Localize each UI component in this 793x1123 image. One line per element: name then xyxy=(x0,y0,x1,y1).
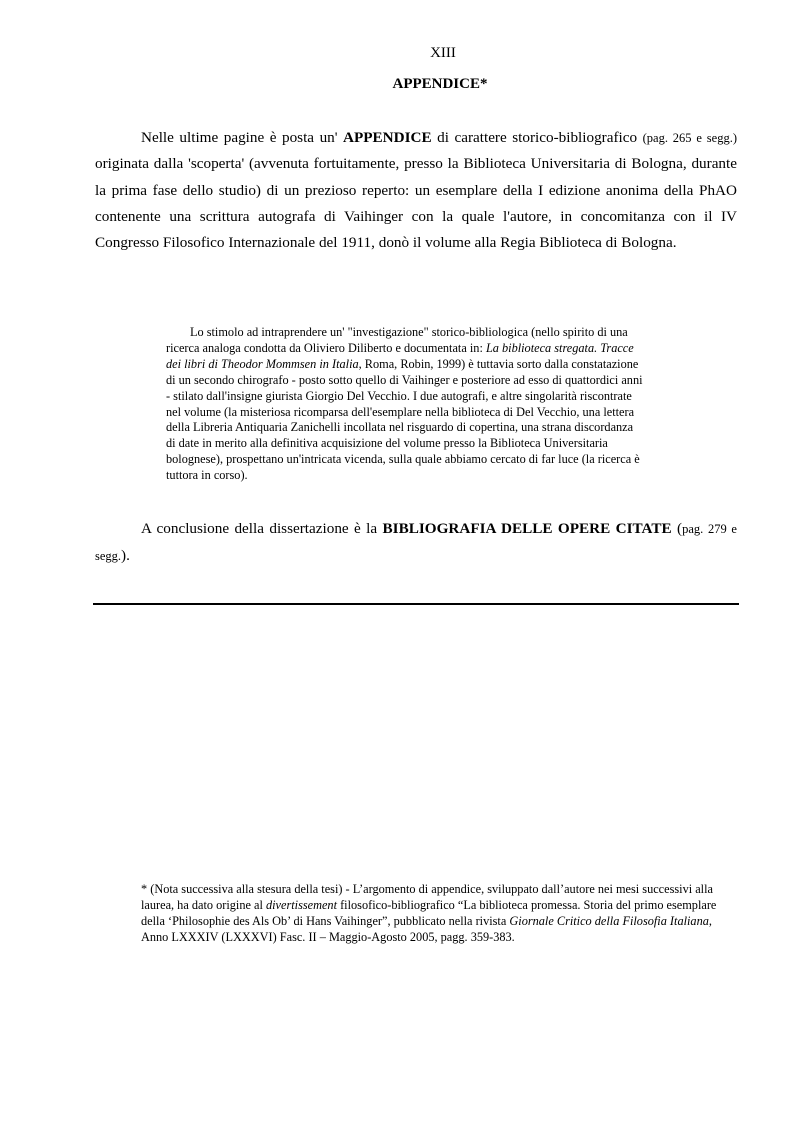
conclusion-text-2: ( xyxy=(671,520,683,537)
quote-text-1: Lo stimolo ad intraprendere un' "investigazione" storico-bibliologica (nello spirito di una ricerca analoga condotta da Oliviero Diliberto e documentata in: xyxy=(166,325,628,355)
intro-text-1: Nelle ultime pagine è posta un' xyxy=(141,129,344,146)
quote-book-title: La biblioteca stregata. Tracce dei libri di Theodor Mommsen in Italia xyxy=(166,340,634,371)
intro-paragraph xyxy=(95,125,737,256)
page-number: XIII xyxy=(430,45,456,61)
intro-page-reference: (pag. 265 e segg.) xyxy=(642,131,737,145)
footnote-divider xyxy=(93,603,739,605)
quote-text-2: , Roma, Robin, 1999) è tuttavia sorto dalla constatazione di un secondo chirografo - posto sotto quello di Vaihinger e posteriore ad esso di quattordici anni - stilato dall'insigne giurista Giorgio Del Vecchio. I due autografi, e altre singolarità riscontrate nel volume (la misteriosa ricomparsa dell'esemplare nella biblioteca di Del Vecchio, una lettera della Libreria Antiquaria Zanichelli incollata nel risguardo di copertina, una strana discordanza di date in merito alla definitiva acquisizione del volume presso la Biblioteca Universitaria bolognese), prospettano un'intricata vicenda, sulla quale abbiamo cercato di far luce (la ricerca è tuttora in corso). xyxy=(166,356,643,483)
appendice-term: APPENDICE xyxy=(343,129,432,146)
intro-text-2: di carattere storico-bibliografico xyxy=(431,129,643,146)
conclusion-text-3: ). xyxy=(121,546,130,564)
conclusion-text-1: A conclusione della dissertazione è la xyxy=(141,520,383,537)
bibliografia-term: BIBLIOGRAFIA DELLE OPERE CITATE xyxy=(382,520,672,537)
conclusion-page-reference: pag. 279 e segg. xyxy=(95,522,737,563)
footnote xyxy=(141,882,725,946)
footnote-text-2: filosofico-bibliografico “La biblioteca promessa. Storia del primo esemplare della ‘Philosophie des Als Ob’ di Hans Vaihinger”, pubblicato nella rivista xyxy=(141,897,717,928)
block-quote xyxy=(166,325,644,484)
intro-text-3: originata dalla 'scoperta' (avvenuta fortuitamente, presso la Biblioteca Universitaria di Bologna, durante la prima fase dello studio) di un prezioso reperto: un esemplare della I edizione anonima della PhAO contenente una scrittura autografa di Vaihinger con la quale l'autore, in concomitanza con il IV Congresso Filosofico Internazionale del 1911, donò il volume alla Regia Biblioteca di Bologna. xyxy=(95,155,737,252)
footnote-journal-title: Giornale Critico della Filosofia Italiana xyxy=(509,913,709,928)
page-title: APPENDICE* xyxy=(392,76,488,92)
footnote-divertissement: divertissement xyxy=(265,897,338,912)
footnote-text-3: , Anno LXXXIV (LXXXVI) Fasc. II – Maggio-Agosto 2005, pagg. 359-383. xyxy=(141,913,712,944)
footnote-text-1: * (Nota successiva alla stesura della tesi) - L’argomento di appendice, sviluppato dall’autore nei mesi successivi alla laurea, ha dato origine al xyxy=(141,882,713,912)
conclusion-paragraph xyxy=(95,516,737,570)
